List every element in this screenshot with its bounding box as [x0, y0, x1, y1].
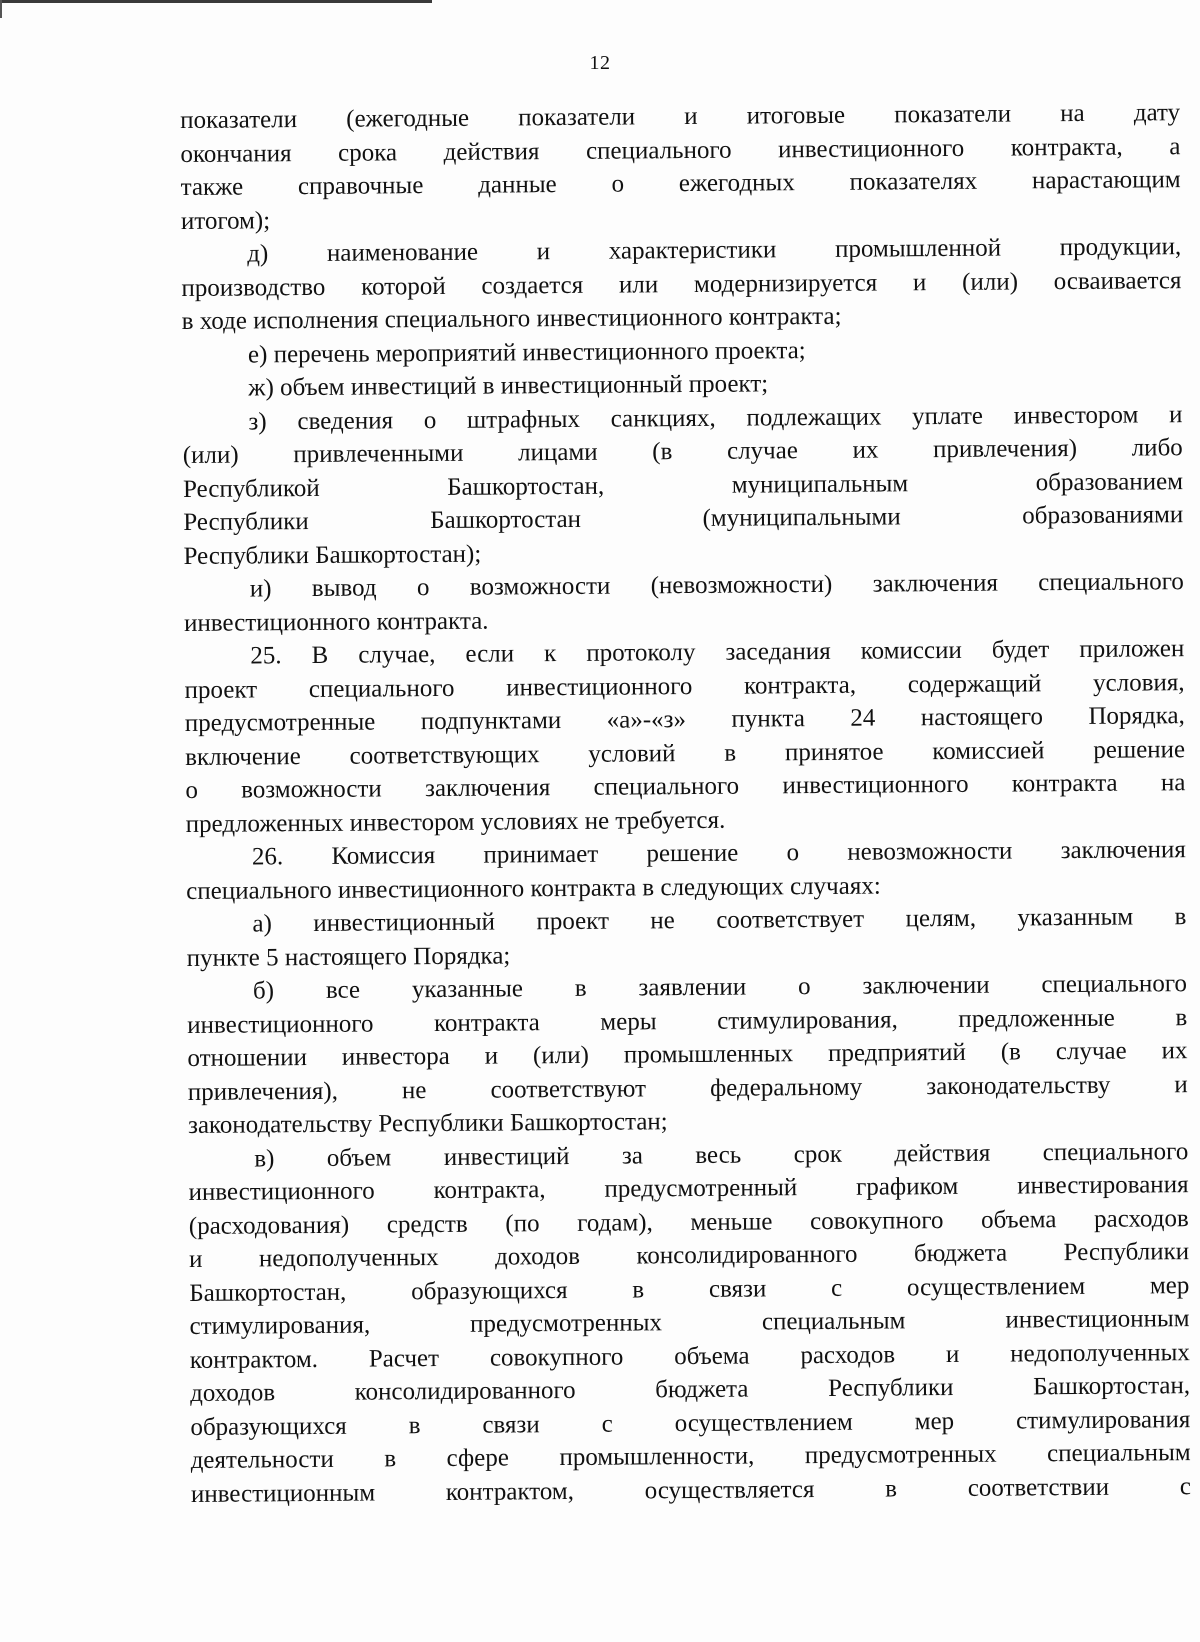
text-line: специального инвестиционного контракта в следующих случаях:: [186, 872, 881, 905]
text-line: привлечения), не соответствуют федеральному законодательству и: [187, 1070, 1188, 1106]
text-line: (или) привлеченными лицами (в случае их привлечения) либо: [182, 434, 1183, 469]
text-line: инвестиционным контрактом, осуществляется в соответствии с: [190, 1472, 1191, 1508]
text-line: итогом);: [180, 206, 271, 235]
text-line: предложенных инвестором условиях не требуется.: [185, 806, 726, 838]
scan-edge-artifact-left: [0, 0, 2, 18]
text-line: Республики Башкортостан);: [183, 540, 482, 570]
text-line: контрактом. Расчет совокупного объема расходов и недополученных: [189, 1338, 1190, 1374]
text-line: проект специального инвестиционного контракта, содержащий условия,: [184, 668, 1185, 704]
text-line: е) перечень мероприятий инвестиционного проекта;: [247, 336, 806, 368]
text-line: в) объем инвестиций за весь срок действия специального: [254, 1137, 1189, 1172]
text-line: отношении инвестора и (или) промышленных предприятий (в случае их: [187, 1037, 1188, 1072]
text-line: деятельности в сфере промышленности, предусмотренных специальным: [190, 1439, 1191, 1474]
text-line: Республики Башкортостан (муниципальными образованиями: [183, 501, 1184, 536]
text-line: и недополученных доходов консолидированного бюджета Республики: [188, 1238, 1190, 1273]
text-line: также справочные данные о ежегодных показателях нарастающим: [180, 166, 1181, 201]
text-line: б) все указанные в заявлении о заключении специального: [252, 970, 1188, 1005]
text-line: о возможности заключения специального инвестиционного контракта на: [185, 769, 1186, 804]
text-line: включение соответствующих условий в принятое комиссией решение: [185, 735, 1186, 771]
text-line: пункте 5 настоящего Порядка;: [186, 941, 511, 972]
text-line: 26. Комиссия принимает решение о невозможности заключения: [251, 836, 1186, 871]
text-line: Республикой Башкортостан, муниципальным образованием: [182, 467, 1184, 503]
text-line: стимулирования, предусмотренных специальным инвестиционным: [189, 1305, 1190, 1340]
text-line: инвестиционного контракта.: [183, 607, 489, 637]
text-line: предусмотренные подпунктами «а»-«з» пункта 24 настоящего Порядка,: [184, 702, 1185, 737]
text-line: 25. В случае, если к протоколу заседания комиссии будет приложен: [250, 635, 1185, 670]
text-line: законодательству Республики Башкортостан;: [187, 1108, 668, 1139]
text-line: а) инвестиционный проект не соответствует целям, указанным в: [252, 903, 1187, 938]
text-line: инвестиционного контракта, предусмотренный графиком инвестирования: [188, 1171, 1189, 1206]
text-line: в ходе исполнения специального инвестиционного контракта;: [181, 302, 842, 335]
text-line: производство которой создается или модернизируется и (или) осваивается: [181, 266, 1182, 302]
document-body: [0, 96, 1200, 1508]
text-line: окончания срока действия специального инвестиционного контракта, а: [180, 132, 1181, 168]
text-line: Башкортостан, образующихся в связи с осуществлением мер: [189, 1271, 1190, 1307]
scan-edge-artifact: [0, 0, 432, 3]
text-line: доходов консолидированного бюджета Республики Башкортостан,: [190, 1372, 1191, 1407]
text-line: и) вывод о возможности (невозможности) заключения специального: [249, 568, 1184, 603]
text-line: д) наименование и характеристики промышленной продукции,: [247, 233, 1182, 268]
text-line: ж) объем инвестиций в инвестиционный проект;: [248, 370, 769, 402]
text-line: (расходования) средств (по годам), меньше совокупного объема расходов: [188, 1204, 1189, 1240]
text-line: инвестиционного контракта меры стимулирования, предложенные в: [187, 1003, 1188, 1039]
page-number: 12: [589, 52, 611, 74]
text-line: образующихся в связи с осуществлением мер стимулирования: [190, 1405, 1191, 1441]
text-line: показатели (ежегодные показатели и итоговые показатели на дату: [180, 99, 1181, 134]
text-line: з) сведения о штрафных санкциях, подлежащих уплате инвестором и: [248, 400, 1183, 435]
